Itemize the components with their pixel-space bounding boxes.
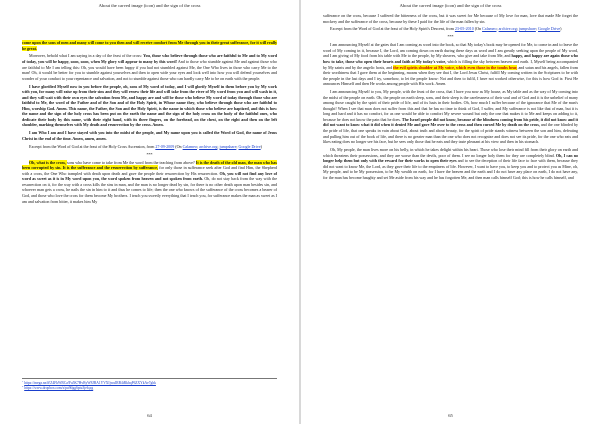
jumpshare-link[interactable]: jumpshare	[519, 26, 536, 32]
running-head: About the carved image (icon) and the sign of the cross	[98, 3, 201, 8]
left-body-text	[22, 40, 277, 207]
archive-link[interactable]: archive.org	[199, 143, 218, 149]
source-citation: Excerpt from the Word of God at the feast of the Holy Cross Ascension, from 27-09-2009 (On Calameo; archive.org; jumpshare; Google Drive)	[29, 143, 263, 149]
text-run: and the one blinded by the pride of life, that one speaks in vain about God, about truth and about beauty, for the spirit of pride stands witness between the son and him, defeating and pulling him out of the book of life, and there is no greater man than the one who does not recognize and does not see its pride, for the one who eats and likes eating does no longer see his face, but he sees only those that he eats and they taste pleasant at his view and then in his stomach.	[323, 122, 578, 145]
bold-text: Oh, I can no longer help them but only with the reward for their works to open their eyes	[323, 152, 578, 164]
text-run: I am announcing Myself at the gates that I am coming as word into the book, so that My today's book may be opened for Me, to come in and to leave the word of My coming in it, because I, the Lord, am coming down on earth during these days as word and I am greatly seeking upon the people of My word, and I am giving of My food from his table with Me to the people, by My sheaves, who give and take from Me, and	[323, 42, 578, 59]
bold-text: You, those who believe through those who are faithful to Me and to My word of today, you will be happy, soon, soon, when My glory will appear to many by this word!	[22, 53, 277, 65]
text-run: Excerpt from the Word of God at the feast of the Holy Cross Ascension, from	[29, 143, 156, 149]
paragraph	[22, 40, 277, 51]
text-run: sons who have come to take from Me the word from the teaching from above?	[67, 159, 196, 165]
paragraph	[22, 53, 277, 81]
jumpshare-link[interactable]: jumpshare	[219, 143, 237, 149]
text-run: and to see the deception of their life face to face with them, because they did not want to know Me, the Lord, as they gave their life to the emptiness of life. However, I want to have you, to keep you and to protect you as Mine, oh, My people, and to be My possession, to be My wealth on earth, for I have the heaven and the earth and I do not have any place on earth, I do not have any, for the man has become haughty and set Me aside from his way and he has forgotten Me, and then man calls himself God; this is how he calls himself, and	[323, 158, 578, 180]
text-run: (On	[174, 143, 183, 149]
running-head: About the carved image (icon) and the sign of the cross	[399, 3, 502, 8]
google-drive-link[interactable]: Google Drive	[238, 143, 261, 149]
paragraph	[22, 160, 277, 204]
paragraph: I am Who I am and I have stayed with you into the midst of the people, and My name upon you is called the Word of God, the name of Jesus Christ in the end of the time. Amen, amen, amen.	[22, 130, 277, 141]
footnote-link[interactable]: $^2$ https://www.dropbox.com/s/pu9tlgg6ptu3jeb.pg	[22, 386, 94, 390]
source-citation: Excerpt from the Word of God at the feast of the Holy Spirit's Descent, from 23-05-2010 (On Calameo; archive.org; jumpshare; Google Drive)	[330, 26, 562, 32]
page-number: 64	[147, 413, 152, 418]
bold-text: The Israel people did not know, because of the blindness coming from his pride, it did not know and it did not want to know what it did when it denied Me and gave Me over to the cross and then cursed Me by death on the cross,	[323, 116, 578, 128]
date-link[interactable]: 23-05-2010	[454, 26, 474, 32]
text-run: for only those in sufferance seek after God and find Him, the Shepherd with a cross, the One Who trampled with death upon death and gave the people their resurrection by His resurrection.	[22, 165, 277, 176]
text-run: )	[260, 143, 263, 149]
highlighted-text: It is the death of the old man, the man who has been corrupted by sin. It is the sufferance and the resurrection by sufferance,	[22, 159, 277, 171]
text-run: which is filling the sky between heaven and earth. I, Myself being accompanied by My saints and by the angelic hosts, and	[323, 59, 579, 70]
calameo-link[interactable]: Calameo	[482, 26, 497, 32]
separator: ***	[146, 151, 153, 157]
text-run: )	[560, 26, 562, 32]
footnotes	[22, 378, 277, 391]
text-run: Oh, do not stay back from the way with the resurrection on it, for the way with a cross kills the sins in man, and the man is no longer dead by sin, for there is no other death upon man besides sin, and whoever man gets a cross, he nails the sin in him to it and thus he comes to life; then the one who knows of the sufferance of the cross becomes a bearer of God, and those who love the cross for them become My brothers. I teach you sweetly everything that I teach you, for sufferance makes the man as sweet as I am and salvation from bitter, it makes him My	[22, 176, 277, 204]
page-number: 65	[448, 413, 453, 418]
google-drive-link[interactable]: Google Drive	[538, 26, 561, 32]
footnote-url[interactable]: https://www.dropbox.com/s/pu9tlgg6ptu3jeb.pg	[24, 386, 94, 390]
paragraph	[323, 147, 578, 180]
text-run: And to those who stumble against Me and against those who are faithful to Me I am telling this: Oh, you would have been happy if you had not stumbled against Me, the One Who lives in those who carry Me to the man! Oh, it would be better for you to stumble against yourselves and then to open wide your eyes and look well into how you will defend yourselves and wonder of your conduct to your repentance and salvation, and not to stumble against those who can hardly carry Me to be on earth with the people.	[22, 59, 277, 81]
paragraph: sufferance on the cross, because I suffered the bitterness of the cross, but it was sweet for Me because of My love for man, love that made Me forget the mockery and the sufferance of the cross, because by these I paid for the life of the man fallen by sin.	[323, 13, 578, 24]
bold-text: Oh, you will not find any love of word as sweet as it is in My word upon you, the word spoken from heaven and not spoken from earth.	[22, 170, 277, 182]
right-page	[301, 0, 600, 424]
right-body-text	[323, 13, 578, 183]
text-run: Moreover, behold what I am saying in a day of the feast of the cross:	[29, 53, 144, 59]
text-run: Oh, My people, the man lives more on his belly, in which he takes delight within his heart. Those who lose their mind fill from their glory on earth and which threatens their possessions, and they are worse than the devils, poor of them. I see no longer holy them for they are completely blind.	[323, 146, 578, 158]
paragraph	[323, 42, 578, 86]
archive-link[interactable]: archive.org	[498, 26, 517, 32]
text-run: and satan and his angels, fallen from their worthiness that I gave them at the beginning, moans when they see that I, the Lord Jesus Christ, fulfill My coming written in the Scriptures to be with the people in the last days and I try, somehow, to let the people know: Not and then to fulfil, I have not worked otherwise, for this is how God is: First He announces Himself and then He works among people with His work. Amen.	[323, 64, 579, 87]
bold-text: happy, and happy are again those who bow to take, those who open their hearts and faith at My today's voice,	[323, 53, 578, 64]
text-run: (On	[473, 26, 483, 32]
left-page	[0, 0, 299, 424]
footnote-url[interactable]: https://mega.nz/#!Z4FkWBCa!Fa5K7HvRyW8JBA1YVXIjwuIRB4tRkhqP6ZXYkAe7gbk	[24, 381, 156, 385]
text-run: Excerpt from the Word of God at the feast of the Holy Spirit's Descent, from	[330, 26, 455, 32]
calameo-link[interactable]: Calameo	[182, 143, 197, 149]
highlighted-text: Oh, what is the cross,	[29, 159, 68, 165]
paragraph: I have glorified Myself now in you before the people, oh, sons of My word of today, and I will glorify Myself in them before you by My work with you, for many will raise up from their sins and they will renew their life and will take from the river of My word from you and will wash in it, and they will wait with their own eyes the salvation from Me, and happy are and will be those who believe My word of today through those who are faithful to Me, the word of the Father and of the Son and of the Holy Spirit, in Whose name they, who believe through those who are faithful to Him, worship God. Amen. This name, the Father, the Son and the Holy Spirit, is the name in which those who believe are baptized, and this is how the name and the sign of the holy cross has been put on the earth the name and the sign of the holy cross on the body of the faithful ones, who dedicate their body by this name, with their right hand, with its three fingers, on the forehead, on the chest, on the right and then on the left shoulder, marking themselves with My death and resurrection by the cross. Amen.	[22, 83, 277, 128]
highlighted-text: come upon the sons of men and many will come to you then and will receive comfort from Me through you in their great sufferance, for it will really be great.	[22, 40, 277, 51]
text-run: I am announcing Myself to you, My people, with the feast of the cross, that I have you now as My house, as My table and as the way of My coming into the midst of the people on earth. Oh, the people on earth sleep, sons, and their sleep is the carelessness of their soul and of God and it is the unbelief of many among those caught by the spirit of their pride of life, and of its lusts in their bodies. Oh, how much I suffer because of the ignorance that Me of the man's thought! When I see that man does not suffer from this and that he has no time to think of God, I suffer, and My sufferance is not like that of man, but it is long and hard and it has no comfort, for as one would be able to comfort My severe wound but only the one that makes it to Me and keeps on adding to it, because he does not know the pain that he does.	[323, 89, 578, 122]
paragraph	[323, 89, 578, 144]
separator: ***	[447, 34, 454, 40]
highlighted-text: the evil spirits shudder at My voice, which even those in the tombs hear,	[393, 64, 518, 70]
date-link[interactable]: 27-09-2009	[155, 143, 175, 149]
footnote-link[interactable]: $^1$ https://mega.nz/#!Z4FkWBCa!Fa5K7HvRyW8JBA1YVXIjwuIRB4tRkhqP6ZXYkAe7gbk	[22, 381, 156, 385]
